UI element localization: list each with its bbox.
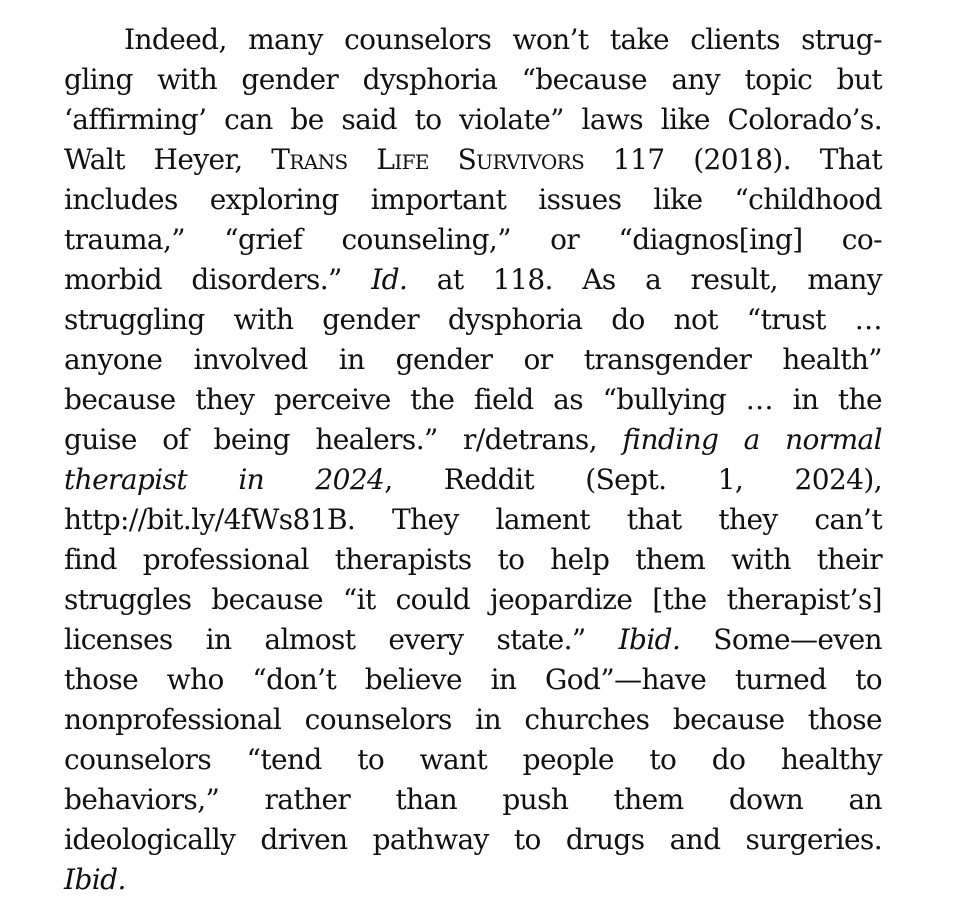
citation-title: Trans Life Survivors: [271, 143, 585, 176]
text-line: [64, 860, 882, 900]
text-run: Indeed, many counselors won’t take clients strug-: [124, 23, 882, 56]
text-run: those who “don’t believe in God”—have turned to: [64, 663, 882, 696]
text-line: [64, 540, 882, 580]
text-run: counselors “tend to want people to do healthy: [64, 743, 882, 776]
text-line: [64, 780, 882, 820]
text-run: trauma,” “grief counseling,” or “diagnos[ing] co-: [64, 223, 882, 256]
text-run: guise of being healers.” r/detrans,: [64, 423, 623, 456]
text-line: [64, 100, 882, 140]
text-line: [64, 380, 882, 420]
text-run: , Reddit (Sept. 1, 2024),: [384, 463, 882, 496]
text-run: nonprofessional counselors in churches because those: [64, 703, 882, 736]
text-run: ideologically driven pathway to drugs and surgeries.: [64, 823, 882, 856]
text-line: [64, 140, 882, 180]
text-run: Some—even: [680, 623, 882, 656]
text-run: anyone involved in gender or transgender health”: [64, 343, 882, 376]
text-line: [64, 420, 882, 460]
italic-text: Ibid.: [64, 863, 126, 896]
text-run: gling with gender dysphoria “because any topic but: [64, 63, 882, 96]
text-run: at 118. As a result, many: [407, 263, 883, 296]
text-run: because they perceive the field as “bullying … in the: [64, 383, 882, 416]
text-run: find professional therapists to help them with their: [64, 543, 882, 576]
italic-text: Ibid.: [618, 623, 681, 656]
italic-text: Id.: [371, 263, 408, 296]
text-line: [64, 500, 882, 540]
text-run: struggles because “it could jeopardize [the therapist’s]: [64, 583, 882, 616]
text-line: [64, 300, 882, 340]
text-line: [64, 180, 882, 220]
text-line: [64, 220, 882, 260]
text-run: Walt Heyer,: [64, 143, 272, 176]
text-line: [64, 820, 882, 860]
text-line: [64, 660, 882, 700]
text-line: [64, 620, 882, 660]
text-run: morbid disorders.”: [64, 263, 372, 296]
italic-text: finding a normal: [622, 423, 882, 456]
text-run: licenses in almost every state.”: [64, 623, 619, 656]
text-line: [64, 260, 882, 300]
text-line: [64, 20, 882, 60]
text-line: [64, 580, 882, 620]
text-line: [64, 60, 882, 100]
text-line: [64, 460, 882, 500]
text-run: http://bit.ly/4fWs81B. They lament that they can’t: [64, 503, 882, 536]
text-run: struggling with gender dysphoria do not “trust …: [64, 303, 882, 336]
body-paragraph: [64, 20, 882, 900]
text-line: [64, 340, 882, 380]
text-line: [64, 740, 882, 780]
text-run: behaviors,” rather than push them down an: [64, 783, 882, 816]
text-line: [64, 700, 882, 740]
text-run: ‘affirming’ can be said to violate” laws like Colorado’s.: [64, 103, 882, 136]
italic-text: therapist in 2024: [64, 463, 385, 496]
text-run: 117 (2018). That: [584, 143, 882, 176]
text-run: includes exploring important issues like “childhood: [64, 183, 882, 216]
